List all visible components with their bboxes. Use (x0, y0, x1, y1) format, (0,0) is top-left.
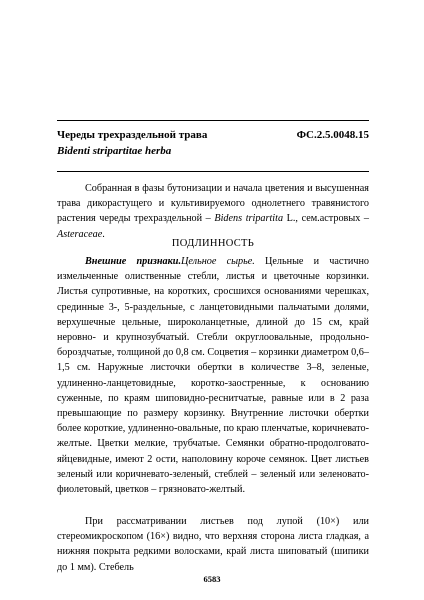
intro-mid: L., сем.астровых – (283, 213, 369, 225)
monograph-code: ФС.2.5.0048.15 (296, 129, 369, 141)
latin-name: Bidenti stripartitae herba (57, 145, 172, 157)
external-features-paragraph (57, 254, 369, 497)
intro-paragraph (57, 181, 369, 242)
intro-end: . (102, 228, 105, 240)
external-text: Цельные и частично измельченные олиственные стебли, листья и цветочные корзинки. Листья супротивные, на коротких, сросшихся основаниями черешках, срединные 3-, 5-раздельные, с ланцетовидными пальчатыми долями, верхушечные цельные, широколанцетные, длиной до 15 см, край неровно- и крупнозубчатый. Стебли округлоовальные, продольно-бороздчатые, толщиной до 0,8 см. Соцветия – корзинки диаметром 0,6–1,5 см. Наружные листочки обертки в количестве 3–8, зеленые, удлиненно-ланцетовидные, коротко-заостренные, к основанию суженные, по краям шиповидно-реснитчатые, равные или в 2 раза превышающие по размеру корзинку. Внутренние листочки обертки более короткие, удлиненно-овальные, по краю пленчатые, коричневато-желтые. Цветки мелкие, трубчатые. Семянки обратно-продолговато-яйцевидные, имеют 2 ости, наполовину короче семянок. Цвет листьев зеленый или коричневато-зеленый, стеблей – зеленый или зеленовато-фиолетовый, цветков – грязновато-желтый. (57, 256, 370, 496)
external-sublabel: Цельное сырье. (181, 256, 255, 267)
header-top-rule (57, 120, 369, 121)
species-name: Bidens tripartita (214, 213, 284, 225)
monograph-title: Череды трехраздельной трава (57, 129, 208, 141)
header-bottom-rule (57, 171, 369, 172)
page-number: 6583 (203, 574, 221, 584)
header-row (57, 128, 369, 142)
intro-text: Собранная в фазы бутонизации и начала цветения и высушенная трава дикорастущего и культивируемого однолетнего травянистого растения череды трехраздельной – (57, 183, 369, 225)
microscopy-paragraph (57, 514, 369, 575)
microscopy-text: При рассматривании листьев под лупой (10×) или стереомикроскопом (16×) видно, что верхняя сторона листа гладкая, а нижняя покрыта редкими волосками, край листа шиповатый (шипики до 1 мм). Стебель (57, 516, 369, 573)
family-name: Asteraceae (57, 228, 103, 240)
monograph-header (57, 128, 369, 159)
external-label: Внешние признаки. (85, 256, 182, 267)
section-title: ПОДЛИННОСТЬ (171, 238, 255, 249)
